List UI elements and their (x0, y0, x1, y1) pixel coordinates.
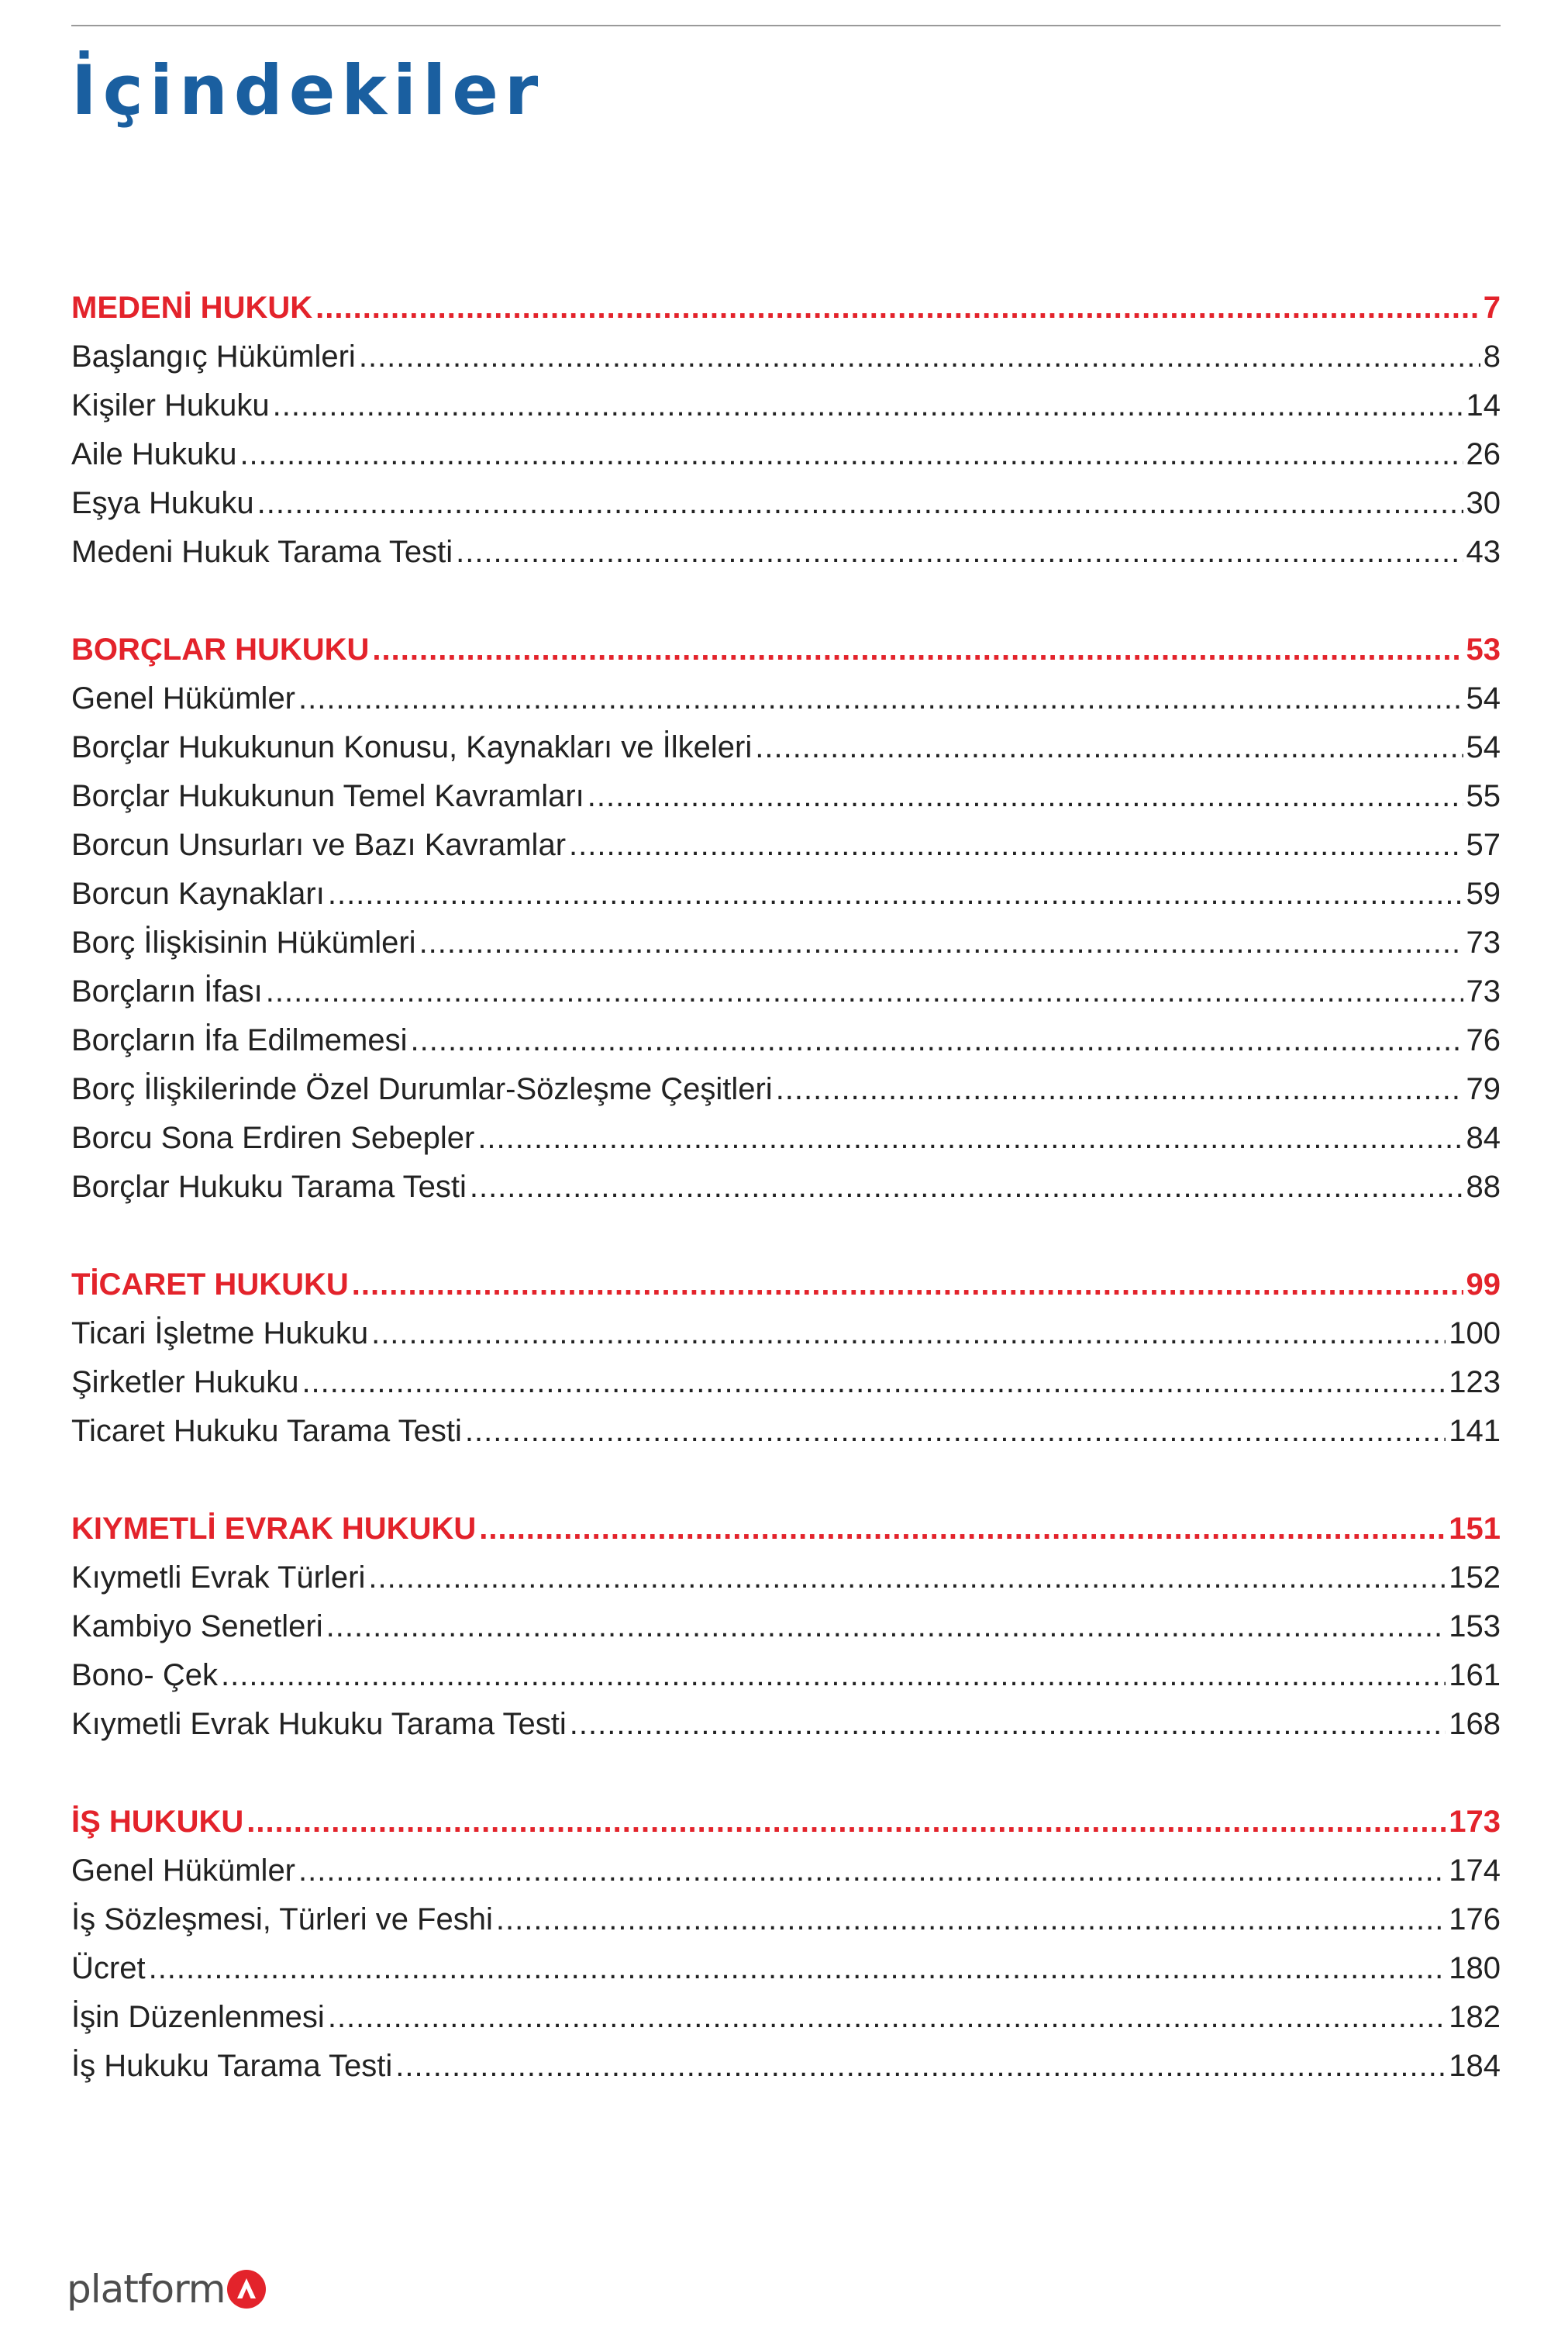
toc-heading-page: 99 (1466, 1267, 1501, 1302)
toc-entry-page: 30 (1466, 486, 1501, 520)
toc-entry-page: 8 (1483, 340, 1501, 374)
toc-entry-label: Borcun Unsurları ve Bazı Kavramlar (71, 828, 567, 862)
dot-leader (240, 430, 1463, 479)
toc-entry-page: 55 (1466, 779, 1501, 813)
toc-entry-label: Kıymetli Evrak Hukuku Tarama Testi (71, 1707, 567, 1741)
toc-entry-page: 54 (1466, 730, 1501, 764)
toc-entry[interactable] (71, 821, 1501, 870)
toc-heading[interactable] (71, 1505, 1501, 1553)
toc-entry[interactable] (71, 1114, 1501, 1163)
toc-entry[interactable] (71, 1700, 1501, 1749)
toc-entry-label: Kıymetli Evrak Türleri (71, 1560, 366, 1595)
dot-leader (477, 1114, 1463, 1163)
toc-heading-label: KIYMETLİ EVRAK HUKUKU (71, 1512, 477, 1546)
top-divider (71, 25, 1501, 26)
toc-entry-page: 176 (1449, 1902, 1501, 1936)
toc-entry-label: Başlangıç Hükümleri (71, 340, 356, 374)
dot-leader (246, 1798, 1446, 1847)
dot-leader (570, 1700, 1446, 1749)
toc-entry-label: Borçlar Hukukunun Temel Kavramları (71, 779, 584, 813)
toc-entry-label: Ticaret Hukuku Tarama Testi (71, 1414, 462, 1448)
dot-leader (326, 1602, 1446, 1651)
toc-entry-label: Borcun Kaynakları (71, 877, 325, 911)
toc-entry[interactable] (71, 2042, 1501, 2091)
dot-leader (298, 674, 1463, 723)
toc-entry-page: 182 (1449, 2000, 1501, 2034)
dot-leader (352, 1260, 1463, 1309)
toc-entry[interactable] (71, 1163, 1501, 1212)
toc-entry-label: Borçların İfası (71, 974, 263, 1009)
dot-leader (273, 381, 1463, 430)
toc-entry[interactable] (71, 381, 1501, 430)
page-title: İçindekiler (71, 50, 545, 130)
toc-heading-page: 151 (1449, 1512, 1501, 1546)
toc-entry[interactable] (71, 1553, 1501, 1602)
toc-section-ticaret-hukuku (71, 1260, 1501, 1456)
toc-entry-page: 57 (1466, 828, 1501, 862)
toc-entry-label: Borç İlişkilerinde Özel Durumlar-Sözleşme Çeşitleri (71, 1072, 773, 1106)
toc-entry-page: 161 (1449, 1658, 1501, 1692)
platform-a-logo-icon (226, 2269, 267, 2309)
dot-leader (328, 1993, 1446, 2042)
toc-section-borclar-hukuku (71, 626, 1501, 1212)
toc-entry[interactable] (71, 528, 1501, 577)
dot-leader (776, 1065, 1463, 1114)
toc-entry-page: 73 (1466, 926, 1501, 960)
logo-wordmark: platform (67, 2267, 226, 2312)
toc-heading[interactable] (71, 1798, 1501, 1847)
toc-entry-label: Borçların İfa Edilmemesi (71, 1023, 408, 1057)
toc-entry-label: Bono- Çek (71, 1658, 218, 1692)
dot-leader (315, 284, 1480, 333)
toc-entry-page: 88 (1466, 1170, 1501, 1204)
dot-leader (368, 1553, 1446, 1602)
dot-leader (755, 723, 1463, 772)
dot-leader (419, 919, 1463, 967)
toc-entry[interactable] (71, 723, 1501, 772)
toc-entry[interactable] (71, 1993, 1501, 2042)
toc-entry-label: İş Sözleşmesi, Türleri ve Feshi (71, 1902, 493, 1936)
toc-entry-page: 59 (1466, 877, 1501, 911)
toc-entry-page: 14 (1466, 388, 1501, 422)
dot-leader (395, 2042, 1446, 2091)
toc-entry-page: 168 (1449, 1707, 1501, 1741)
toc-entry[interactable] (71, 430, 1501, 479)
toc-entry-label: Borçlar Hukuku Tarama Testi (71, 1170, 467, 1204)
toc-entry[interactable] (71, 1847, 1501, 1895)
dot-leader (569, 821, 1463, 870)
dot-leader (410, 1016, 1463, 1065)
toc-entry-label: Borçlar Hukukunun Konusu, Kaynakları ve İlkeleri (71, 730, 753, 764)
toc-entry[interactable] (71, 333, 1501, 381)
dot-leader (465, 1407, 1446, 1456)
dot-leader (359, 333, 1480, 381)
toc-entry-label: Genel Hükümler (71, 1854, 296, 1888)
toc-entry[interactable] (71, 1944, 1501, 1993)
toc-entry-label: Eşya Hukuku (71, 486, 254, 520)
toc-entry-page: 184 (1449, 2049, 1501, 2083)
toc-entry-page: 76 (1466, 1023, 1501, 1057)
toc-entry-page: 180 (1449, 1951, 1501, 1985)
toc-heading-label: BORÇLAR HUKUKU (71, 633, 370, 667)
toc-entry-label: Genel Hükümler (71, 681, 296, 716)
platform-logo (67, 2262, 267, 2316)
toc-entry[interactable] (71, 772, 1501, 821)
toc-entry[interactable] (71, 1407, 1501, 1456)
toc-entry[interactable] (71, 967, 1501, 1016)
dot-leader (221, 1651, 1446, 1700)
toc-entry[interactable] (71, 919, 1501, 967)
dot-leader (266, 967, 1463, 1016)
dot-leader (257, 479, 1463, 528)
toc-entry[interactable] (71, 1895, 1501, 1944)
toc-entry-label: Kambiyo Senetleri (71, 1609, 323, 1643)
toc-entry[interactable] (71, 1016, 1501, 1065)
toc-entry-page: 79 (1466, 1072, 1501, 1106)
toc-section-is-hukuku (71, 1798, 1501, 2091)
toc-section-medeni-hukuk (71, 284, 1501, 577)
toc-entry[interactable] (71, 479, 1501, 528)
toc-entry[interactable] (71, 1358, 1501, 1407)
toc-entry-page: 141 (1449, 1414, 1501, 1448)
toc-entry-label: İşin Düzenlenmesi (71, 2000, 325, 2034)
toc-entry-label: Borç İlişkisinin Hükümleri (71, 926, 416, 960)
dot-leader (328, 870, 1463, 919)
toc-entry-label: Ücret (71, 1951, 146, 1985)
toc-entry[interactable] (71, 674, 1501, 723)
toc-entry[interactable] (71, 1065, 1501, 1114)
toc-heading-page: 173 (1449, 1805, 1501, 1839)
toc-heading-label: İŞ HUKUKU (71, 1805, 244, 1839)
toc-section-kiymetli-evrak-hukuku (71, 1505, 1501, 1749)
toc-entry-page: 73 (1466, 974, 1501, 1009)
toc-entry-page: 54 (1466, 681, 1501, 716)
dot-leader (371, 1309, 1446, 1358)
toc-entry-page: 26 (1466, 437, 1501, 471)
toc-heading-label: MEDENİ HUKUK (71, 291, 313, 325)
toc-entry-label: İş Hukuku Tarama Testi (71, 2049, 393, 2083)
toc-entry[interactable] (71, 1602, 1501, 1651)
toc-entry-page: 43 (1466, 535, 1501, 569)
toc-heading-label: TİCARET HUKUKU (71, 1267, 349, 1302)
dot-leader (372, 626, 1463, 674)
toc-entry-label: Aile Hukuku (71, 437, 237, 471)
toc-heading-page: 7 (1483, 291, 1501, 325)
toc-entry-label: Kişiler Hukuku (71, 388, 270, 422)
toc-heading[interactable] (71, 626, 1501, 674)
toc-entry-label: Ticari İşletme Hukuku (71, 1316, 369, 1350)
toc-entry-page: 174 (1449, 1854, 1501, 1888)
toc-entry[interactable] (71, 1651, 1501, 1700)
dot-leader (302, 1358, 1446, 1407)
toc-entry-page: 123 (1449, 1365, 1501, 1399)
toc-entry-label: Medeni Hukuk Tarama Testi (71, 535, 453, 569)
dot-leader (479, 1505, 1446, 1553)
dot-leader (470, 1163, 1463, 1212)
dot-leader (298, 1847, 1446, 1895)
dot-leader (496, 1895, 1446, 1944)
toc-entry-page: 100 (1449, 1316, 1501, 1350)
toc-heading[interactable] (71, 1260, 1501, 1309)
toc-entry-page: 84 (1466, 1121, 1501, 1155)
toc-heading-page: 53 (1466, 633, 1501, 667)
dot-leader (149, 1944, 1446, 1993)
toc-entry-label: Şirketler Hukuku (71, 1365, 299, 1399)
dot-leader (588, 772, 1463, 821)
toc-entry-page: 153 (1449, 1609, 1501, 1643)
toc-entry[interactable] (71, 1309, 1501, 1358)
dot-leader (456, 528, 1463, 577)
table-of-contents (71, 284, 1501, 2140)
toc-entry-label: Borcu Sona Erdiren Sebepler (71, 1121, 475, 1155)
toc-heading[interactable] (71, 284, 1501, 333)
toc-entry[interactable] (71, 870, 1501, 919)
toc-entry-page: 152 (1449, 1560, 1501, 1595)
